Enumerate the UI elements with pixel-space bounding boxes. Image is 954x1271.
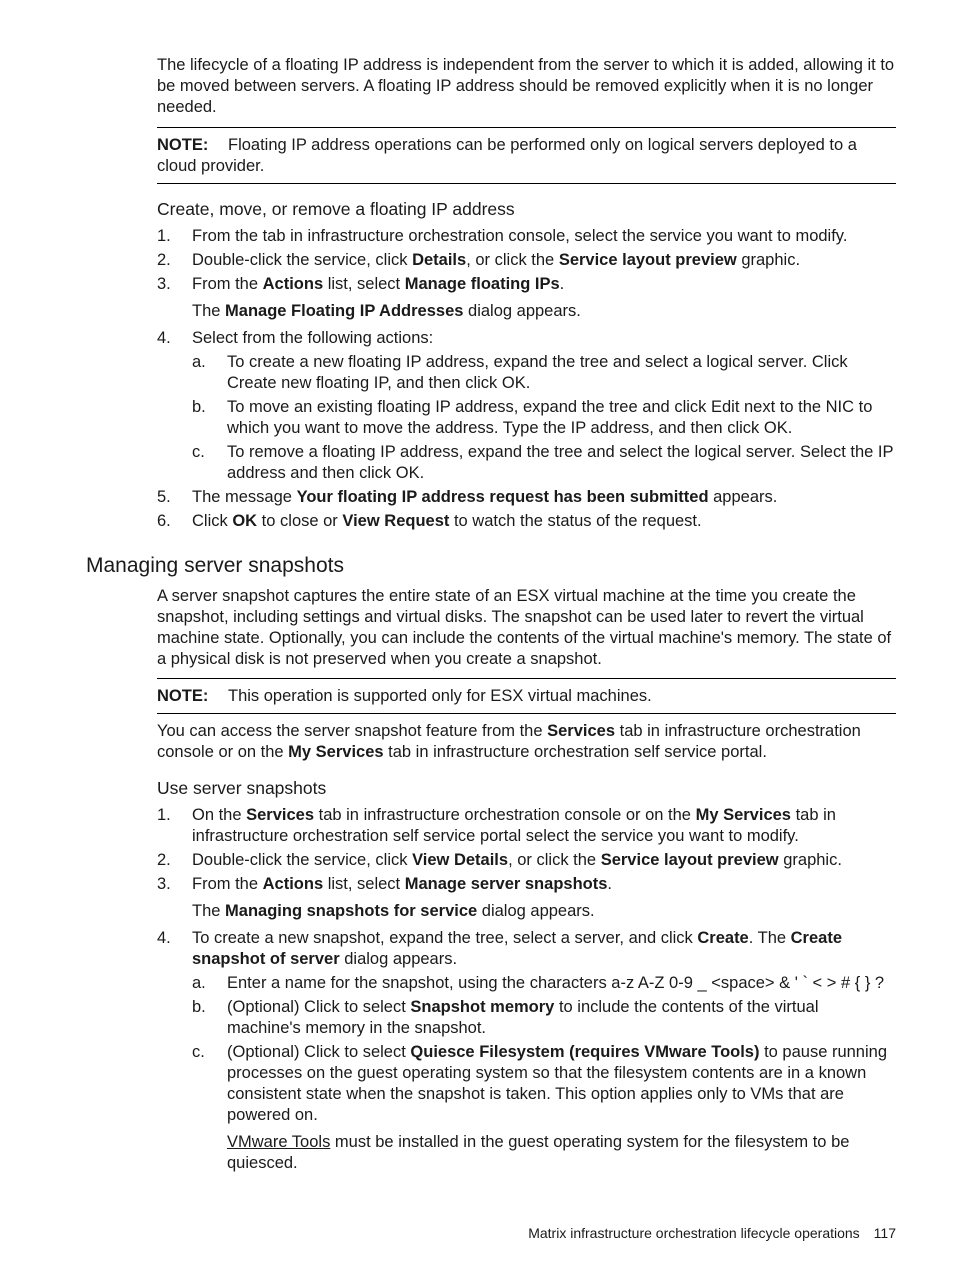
step: 2. Double-click the service, click View Details, or click the Service layout preview graphic. (157, 851, 842, 869)
step: 4. To create a new snapshot, expand the tree, select a server, and click Create. The Create snapshot of server dialog appears. a. Enter a name for the snapshot, using the characters a-z A-Z 0-9 _ <space> & ' ` < > # { } ? b. (Optional) Click to select Snapshot memory to include the contents of the virtual machine's memory in the snapshot. c. (Optional) Click to select Quiesce Filesystem (requires VMware Tools) to pause running processes on the guest operating system so that the filesystem contents are in a known consistent state when the snapshot is taken. This option applies only to VMs that are powered on. VMware Tools must be installed in the guest operating system for the filesystem to be quiesced. (157, 928, 896, 1174)
page-number: 117 (873, 1225, 896, 1241)
step: 5. The message Your floating IP address request has been submitted appears. (157, 488, 778, 506)
step: 3. From the Actions list, select Manage server snapshots. The Managing snapshots for service dialog appears. (157, 874, 896, 922)
substeps (192, 352, 896, 484)
procedure-steps (157, 805, 896, 1174)
note-floating-ip (157, 127, 896, 184)
substep: a. To create a new floating IP address, expand the tree and select a logical server. Click Create new floating IP, and then click OK. (192, 353, 848, 392)
substep: b. To move an existing floating IP address, expand the tree and click Edit next to the NIC to which you want to move the address. Type the IP address, and then click OK. (192, 398, 873, 437)
procedure-title: Use server snapshots (157, 778, 327, 798)
step: 6. Click OK to close or View Request to watch the status of the request. (157, 512, 702, 530)
substep: b. (Optional) Click to select Snapshot memory to include the contents of the virtual machine's memory in the snapshot. (192, 998, 819, 1037)
procedure-steps (157, 226, 896, 532)
step: 4. Select from the following actions: a. To create a new floating IP address, expand the tree and select a logical server. Click Create new floating IP, and then click OK. b. To move an existing floating IP address, expand the tree and click Edit next to the NIC to which you want to move the address. Type the IP address, and then click OK. c. To remove a floating IP address, expand the tree and select the logical server. Select the IP address and then click OK. (157, 328, 896, 484)
intro-block (157, 55, 896, 535)
note-text: This operation is supported only for ESX virtual machines. (228, 687, 652, 705)
note-text: Floating IP address operations can be performed only on logical servers deployed to a cloud provider. (157, 136, 857, 175)
step: 1. On the Services tab in infrastructure orchestration console or on the My Services tab in infrastructure orchestration self service portal select the service you want to modify. (157, 806, 836, 845)
note-label: NOTE: (157, 687, 209, 705)
intro-paragraph: The lifecycle of a floating IP address is independent from the server to which it is added, allowing it to be moved between servers. A floating IP address should be removed explicitly when it is no longer needed. (157, 56, 895, 116)
substep: c. (Optional) Click to select Quiesce Filesystem (requires VMware Tools) to pause running processes on the guest operating system so that the filesystem contents are in a known consistent state when the snapshot is taken. This option applies only to VMs that are powered on. VMware Tools must be installed in the guest operating system for the filesystem to be quiesced. (192, 1042, 896, 1174)
note-label: NOTE: (157, 136, 209, 154)
vmware-tools-link[interactable]: VMware Tools (227, 1133, 331, 1151)
footer-title: Matrix infrastructure orchestration lifecycle operations (528, 1225, 860, 1241)
snapshot-section (157, 586, 896, 1180)
access-paragraph: You can access the server snapshot feature from the Services tab in infrastructure orchestration console or on the My Services tab in infrastructure orchestration self service portal. (157, 722, 861, 761)
step-result: The Managing snapshots for service dialog appears. (192, 902, 595, 920)
page-footer (528, 1223, 896, 1244)
note-esx (157, 678, 896, 714)
substep: c. To remove a floating IP address, expand the tree and select the logical server. Select the IP address and then click OK. (192, 443, 894, 482)
step: 1. From the tab in infrastructure orchestration console, select the service you want to modify. (157, 227, 848, 245)
step: 2. Double-click the service, click Details, or click the Service layout preview graphic. (157, 251, 801, 269)
section-paragraph: A server snapshot captures the entire state of an ESX virtual machine at the time you create the snapshot, including settings and virtual disks. The snapshot can be used later to revert the virtual machine state. Optionally, you can include the contents of the virtual machine's memory. The state of a physical disk is not preserved when you create a snapshot. (157, 587, 892, 668)
section-heading: Managing server snapshots (86, 554, 344, 577)
substeps (192, 973, 896, 1174)
substep: a. Enter a name for the snapshot, using the characters a-z A-Z 0-9 _ <space> & ' ` < > # { } ? (192, 974, 885, 992)
step: 3. From the Actions list, select Manage floating IPs. The Manage Floating IP Addresses dialog appears. (157, 274, 896, 322)
substep-note: VMware Tools must be installed in the guest operating system for the filesystem to be quiesced. (227, 1133, 850, 1172)
step-result: The Manage Floating IP Addresses dialog appears. (192, 302, 581, 320)
procedure-title: Create, move, or remove a floating IP address (157, 199, 515, 219)
